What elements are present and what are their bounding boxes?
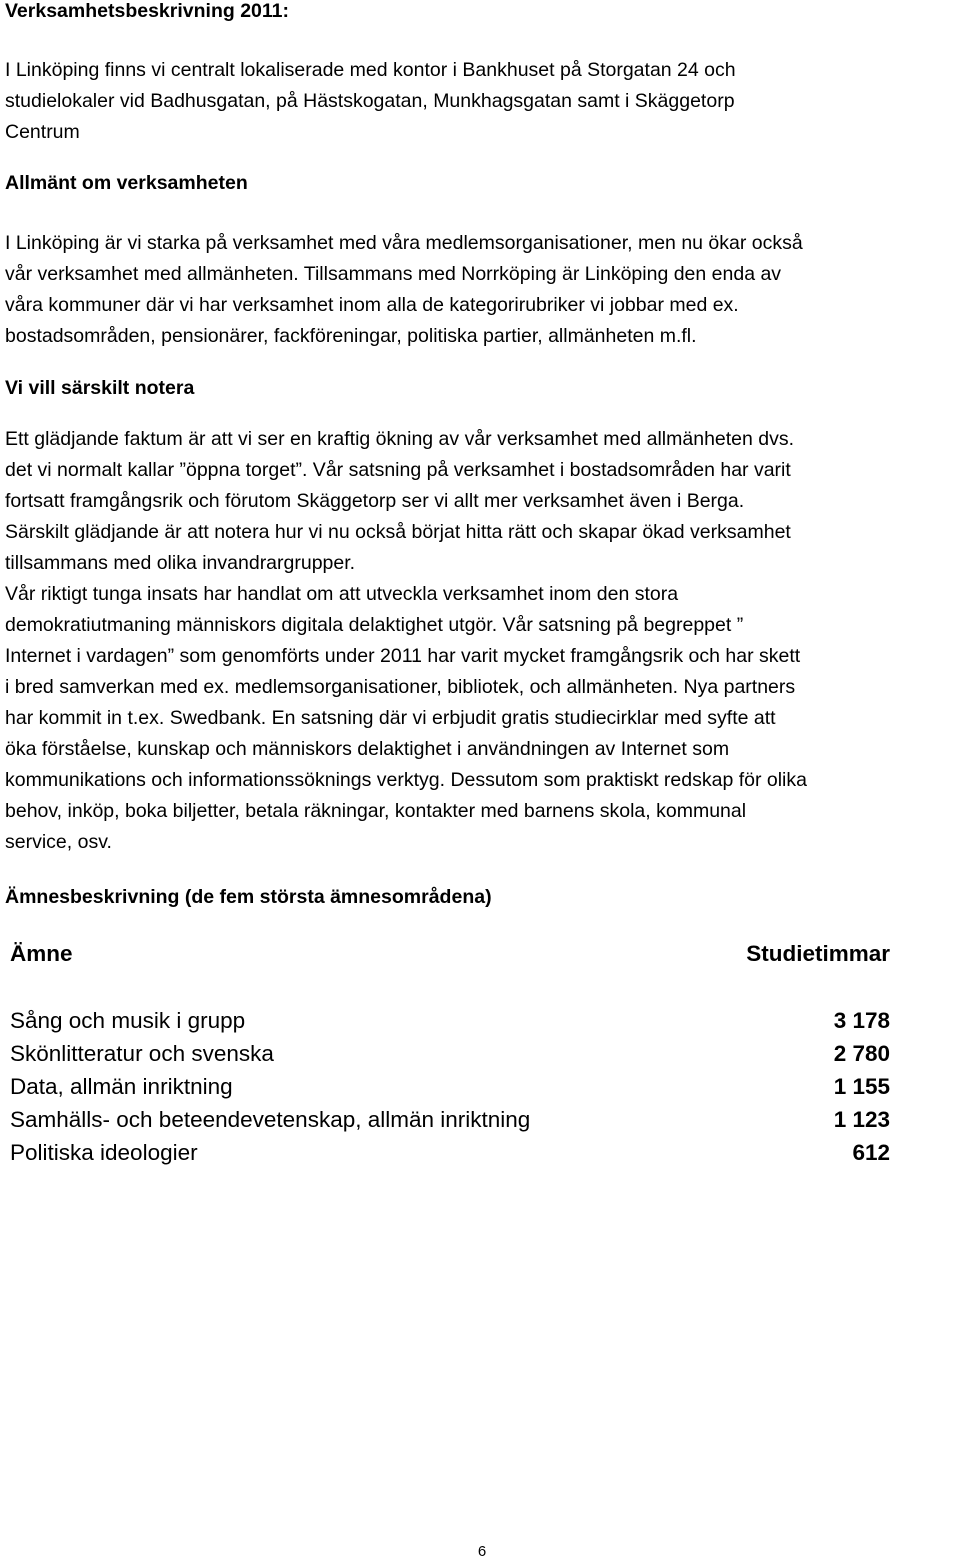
subjects-heading: Ämnesbeskrivning (de fem största ämnesområdena) — [5, 886, 492, 908]
intro-line: Centrum — [5, 121, 80, 143]
note-paragraph — [5, 424, 807, 858]
document-title: Verksamhetsbeskrivning 2011: — [5, 0, 289, 22]
note-line: kommunikations och informationssöknings verktyg. Dessutom som praktiskt redskap för olika — [5, 769, 807, 791]
note-line: demokratiutmaning människors digitala delaktighet utgör. Vår satsning på begreppet ” — [5, 614, 744, 636]
subject-name: Sång och musik i grupp — [10, 1008, 246, 1033]
general-line: bostadsområden, pensionärer, fackföreningar, politiska partier, allmänheten m.fl. — [5, 325, 697, 347]
general-paragraph — [5, 228, 803, 352]
subject-name: Politiska ideologier — [10, 1140, 198, 1165]
note-line: Ett glädjande faktum är att vi ser en kraftig ökning av vår verksamhet med allmänheten dvs. — [5, 428, 795, 450]
note-line: Vår riktigt tunga insats har handlat om att utveckla verksamhet inom den stora — [5, 583, 679, 605]
intro-line: I Linköping finns vi centralt lokaliserade med kontor i Bankhuset på Storgatan 24 och — [5, 59, 736, 81]
note-line: öka förståelse, kunskap och människors delaktighet i användningen av Internet som — [5, 738, 730, 760]
note-line: det vi normalt kallar ”öppna torget”. Vår satsning på verksamhet i bostadsområden har varit — [5, 459, 791, 481]
subject-name: Samhälls- och beteendevetenskap, allmän inriktning — [10, 1107, 531, 1132]
subject-name: Skönlitteratur och svenska — [10, 1041, 274, 1066]
subject-hours: 3 178 — [833, 1008, 890, 1033]
intro-paragraph — [5, 55, 736, 148]
page-number: 6 — [477, 1543, 487, 1560]
subject-name: Data, allmän inriktning — [10, 1074, 233, 1099]
note-line: fortsatt framgångsrik och förutom Skäggetorp ser vi allt mer verksamhet även i Berga. — [5, 490, 745, 512]
table-header-subject: Ämne — [10, 941, 73, 966]
general-line: våra kommuner där vi har verksamhet inom alla de kategorirubriker vi jobbar med ex. — [5, 294, 739, 316]
general-line: I Linköping är vi starka på verksamhet med våra medlemsorganisationer, men nu ökar också — [5, 232, 803, 254]
general-heading: Allmänt om verksamheten — [5, 172, 248, 194]
subject-hours: 1 123 — [833, 1107, 890, 1132]
subject-hours: 1 155 — [833, 1074, 890, 1099]
subject-hours: 2 780 — [833, 1041, 890, 1066]
subject-hours: 612 — [852, 1140, 890, 1165]
note-line: tillsammans med olika invandrargrupper. — [5, 552, 356, 574]
note-line: Internet i vardagen” som genomförts under 2011 har varit mycket framgångsrik och har skett — [5, 645, 801, 667]
note-line: service, osv. — [5, 831, 112, 853]
note-heading: Vi vill särskilt notera — [5, 377, 195, 399]
note-line: behov, inköp, boka biljetter, betala räkningar, kontakter med barnens skola, kommunal — [5, 800, 747, 822]
note-line: i bred samverkan med ex. medlemsorganisationer, bibliotek, och allmänheten. Nya partners — [5, 676, 796, 698]
note-line: har kommit in t.ex. Swedbank. En satsning där vi erbjudit gratis studiecirklar med syfte att — [5, 707, 776, 729]
note-line: Särskilt glädjande är att notera hur vi nu också börjat hitta rätt och skapar ökad verksamhet — [5, 521, 791, 543]
intro-line: studielokaler vid Badhusgatan, på Hästskogatan, Munkhagsgatan samt i Skäggetorp — [5, 90, 735, 112]
table-header-hours: Studietimmar — [746, 941, 890, 966]
general-line: vår verksamhet med allmänheten. Tillsammans med Norrköping är Linköping den enda av — [5, 263, 782, 285]
